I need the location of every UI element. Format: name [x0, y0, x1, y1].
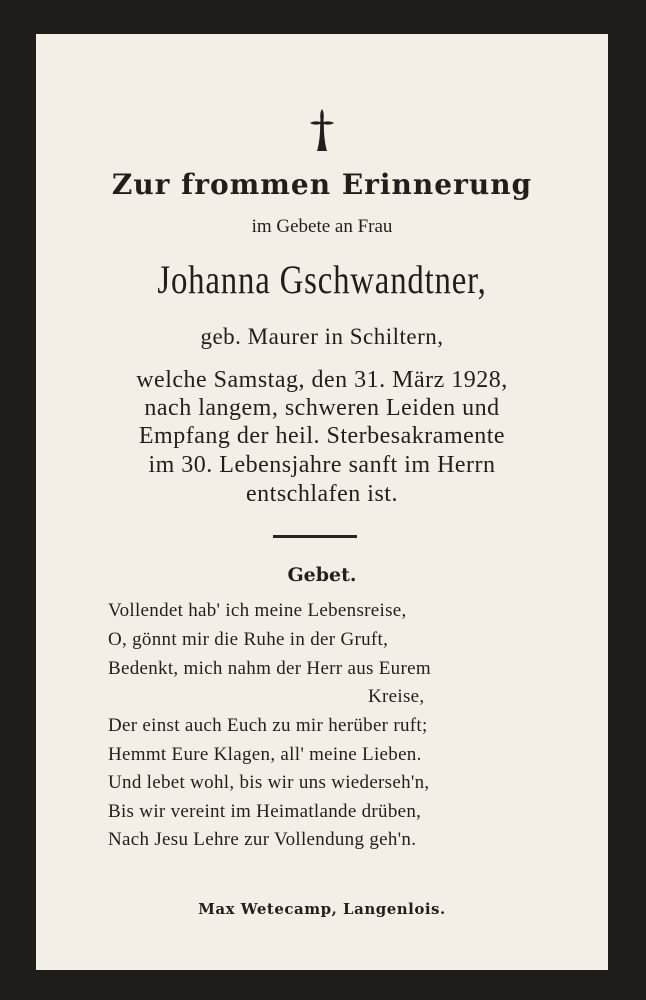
prayer-line: Der einst auch Euch zu mir herüber ruft; — [108, 715, 428, 736]
prayer-line: Hemmt Eure Klagen, all' meine Lieben. — [108, 744, 422, 765]
prayer-line: Nach Jesu Lehre zur Vollendung geh'n. — [108, 829, 417, 850]
prayer-line: Bedenkt, mich nahm der Herr aus Eurem — [108, 658, 431, 679]
maiden-name: geb. Maurer in Schiltern, — [200, 324, 444, 349]
card-subheading: im Gebete an Frau — [251, 216, 393, 237]
divider — [273, 535, 357, 538]
cross-icon — [36, 108, 608, 156]
text-line: nach langem, schweren Leiden und — [144, 395, 500, 421]
text-line: entschlafen ist. — [246, 481, 398, 507]
card-heading: Zur frommen Erinnerung — [111, 168, 533, 201]
prayer-line: Bis wir vereint im Heimatlande drüben, — [108, 801, 422, 822]
prayer-line: Kreise, — [368, 686, 425, 707]
prayer-line: Und lebet wohl, bis wir uns wiederseh'n, — [108, 772, 430, 793]
text-line: welche Samstag, den 31. März 1928, — [136, 367, 508, 393]
card-paper — [36, 34, 608, 970]
printer-imprint: Max Wetecamp, Langenlois. — [198, 900, 446, 918]
text-line: im 30. Lebensjahre sanft im Herrn — [148, 452, 496, 478]
text-line: Empfang der heil. Sterbesakramente — [138, 423, 506, 449]
prayer-title: Gebet. — [287, 564, 357, 586]
deceased-name: Johanna Gschwandtner, — [157, 257, 487, 302]
prayer-line: Vollendet hab' ich meine Lebensreise, — [108, 600, 407, 621]
prayer-line: O, gönnt mir die Ruhe in der Gruft, — [108, 629, 389, 650]
